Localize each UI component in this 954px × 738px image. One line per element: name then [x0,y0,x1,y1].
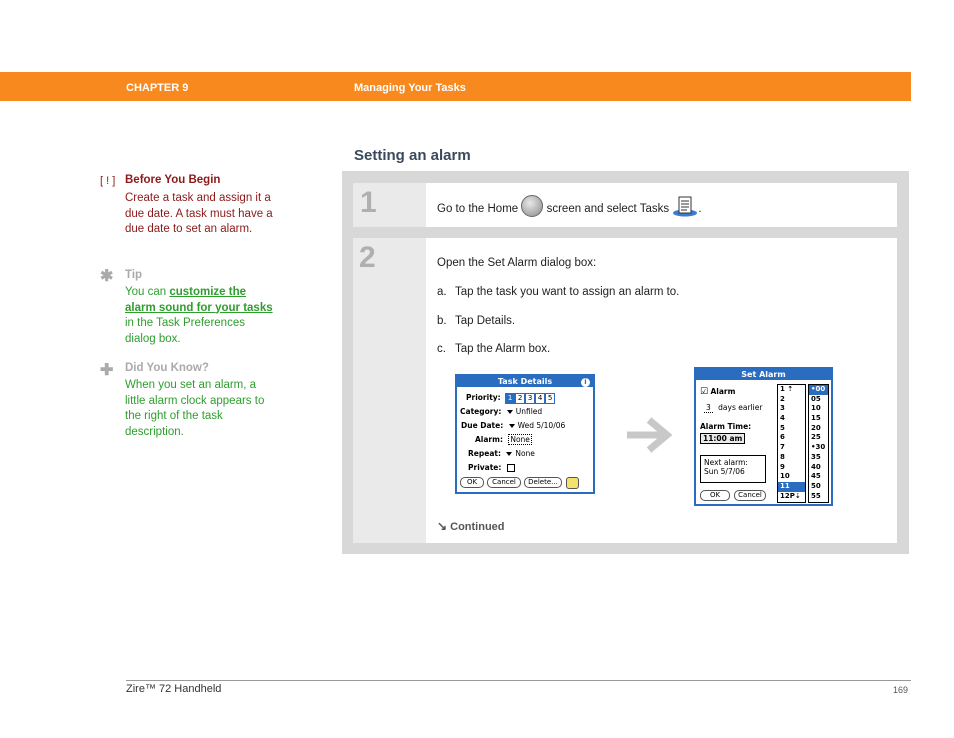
alarm-check-row [700,387,735,397]
info-icon[interactable]: i [581,378,590,387]
private-checkbox[interactable] [507,464,515,472]
step-1-text-after: . [698,203,702,216]
minute-item[interactable]: 15 [811,414,821,423]
priority-1[interactable]: 1 [505,393,515,404]
hour-item[interactable]: 6 [780,433,785,442]
hour-item[interactable]: 12P⇣ [780,491,801,500]
alarm-check-label: Alarm [710,387,736,396]
priority-3[interactable]: 3 [525,393,535,404]
alarm-checkbox[interactable]: ☑ [700,387,709,397]
footer-product: Zire™ 72 Handheld [126,683,222,695]
step-2-item-b-letter: b. [437,315,447,327]
alarm-row [475,435,532,444]
step-1-text [437,198,702,220]
step-2-number-cell [353,238,426,543]
minute-item[interactable]: 55 [811,491,821,500]
minute-item[interactable]: 05 [811,394,821,403]
tip-text-post: in the Task Preferences dialog box. [125,317,245,345]
minute-item[interactable]: •30 [811,443,826,452]
chevron-down-icon [507,410,513,414]
hour-item[interactable]: 8 [780,452,785,461]
step-2-item-a-letter: a. [437,286,447,298]
cancel-button[interactable]: Cancel [487,477,521,488]
hour-item[interactable]: 7 [780,443,785,452]
days-label: days earlier [718,403,763,412]
set-alarm-title: Set Alarm [696,369,831,380]
next-alarm-box [700,455,766,483]
minute-item[interactable]: 45 [811,472,821,481]
step-2-intro: Open the Set Alarm dialog box: [437,257,597,269]
home-icon [521,195,543,217]
next-alarm-label: Next alarm: [704,458,748,467]
ok-button[interactable]: OK [700,490,730,501]
did-you-know-text: When you set an alarm, a little alarm clock appears to the right of the task description. [125,379,265,438]
private-label: Private: [468,463,502,472]
delete-button[interactable]: Delete... [524,477,562,488]
chevron-down-icon [506,452,512,456]
alarm-time-value[interactable]: 11:00 am [700,433,745,444]
hour-item[interactable]: 10 [780,472,790,481]
right-arrow-icon [625,416,673,459]
hour-column[interactable] [777,384,806,503]
tip-text [125,285,275,347]
step-1-text-before: Go to the Home [437,203,519,216]
hour-item[interactable]: 5 [780,423,785,432]
minute-item[interactable]: 25 [811,433,821,442]
step-2-item-c: Tap the Alarm box. [455,343,551,355]
hour-item[interactable]: 3 [780,404,785,413]
footer-divider [126,680,911,681]
repeat-label: Repeat: [468,449,501,458]
category-label: Category: [460,407,502,416]
alarm-box[interactable]: None [510,435,530,444]
minute-item[interactable]: 40 [811,462,821,471]
task-details-dialog [455,374,595,494]
hour-item[interactable]: 9 [780,462,785,471]
chevron-down-icon [509,424,515,428]
section-title: Setting an alarm [354,147,471,164]
before-begin-text: Create a task and assign it a due date. A task must have a due date to set an alarm. [125,192,273,235]
priority-5[interactable]: 5 [545,393,555,404]
task-details-title [457,376,593,387]
step-2-item-a: Tap the task you want to assign an alarm to. [455,286,680,298]
step-1-text-middle: screen and select Tasks [546,203,670,216]
priority-2[interactable]: 2 [515,393,525,404]
continued-label: Continued [450,521,505,533]
before-begin-icon: [ ! ] [100,175,116,187]
days-row [704,403,762,412]
before-begin-title: Before You Begin [125,174,221,186]
set-alarm-dialog [694,367,833,506]
next-alarm-value: Sun 5/7/06 [704,467,745,476]
chapter-label: CHAPTER 9 [126,82,189,94]
step-2-number: 2 [359,241,376,274]
category-value: Unfiled [515,407,543,416]
hour-item[interactable]: 1 ⇡ [780,385,794,393]
customize-alarm-sound-link[interactable]: customize the alarm sound for your tasks [125,286,273,314]
repeat-value: None [515,449,535,458]
ok-button[interactable]: OK [460,477,484,488]
alarm-label: Alarm: [475,435,503,444]
hour-item-selected[interactable]: 11 [778,482,805,492]
due-date-picker[interactable] [509,421,566,430]
minute-item[interactable]: 50 [811,481,821,490]
cancel-button[interactable]: Cancel [734,490,766,501]
minute-item[interactable]: 35 [811,452,821,461]
step-1-number: 1 [360,186,377,219]
step-2-item-c-letter: c. [437,343,446,355]
page-number: 169 [893,685,909,695]
did-you-know-plus-icon: ✚ [100,362,114,379]
category-row [460,407,542,416]
arrow-down-right-icon: ↘ [437,519,448,533]
repeat-row [468,449,535,458]
hour-item[interactable]: 4 [780,414,785,423]
due-date-label: Due Date: [461,421,504,430]
hour-item[interactable]: 2 [780,394,785,403]
did-you-know-title: Did You Know? [125,362,209,374]
due-date-value: Wed 5/10/06 [517,421,566,430]
task-details-title-text: Task Details [497,377,553,386]
private-row [468,463,515,472]
step-2-item-b: Tap Details. [455,315,516,327]
minute-column[interactable] [808,384,829,503]
note-icon[interactable] [566,477,579,489]
chapter-title: Managing Your Tasks [354,82,466,94]
continued-link[interactable] [437,519,505,533]
alarm-time-label: Alarm Time: [700,422,752,431]
tip-text-pre: You can [125,286,170,298]
due-date-row [461,421,565,430]
tasks-app-icon [672,195,698,217]
minute-item[interactable]: 10 [811,404,821,413]
minute-item[interactable]: 20 [811,423,821,432]
category-picker[interactable] [507,407,542,416]
priority-4[interactable]: 4 [535,393,545,404]
tip-title: Tip [125,269,143,281]
days-field[interactable]: 3 [706,403,711,412]
priority-label: Priority: [466,393,501,402]
tip-asterisk-icon: ✱ [100,268,114,285]
priority-row [466,393,555,404]
repeat-picker[interactable] [506,449,535,458]
minute-item-selected[interactable]: •00 [809,385,828,395]
